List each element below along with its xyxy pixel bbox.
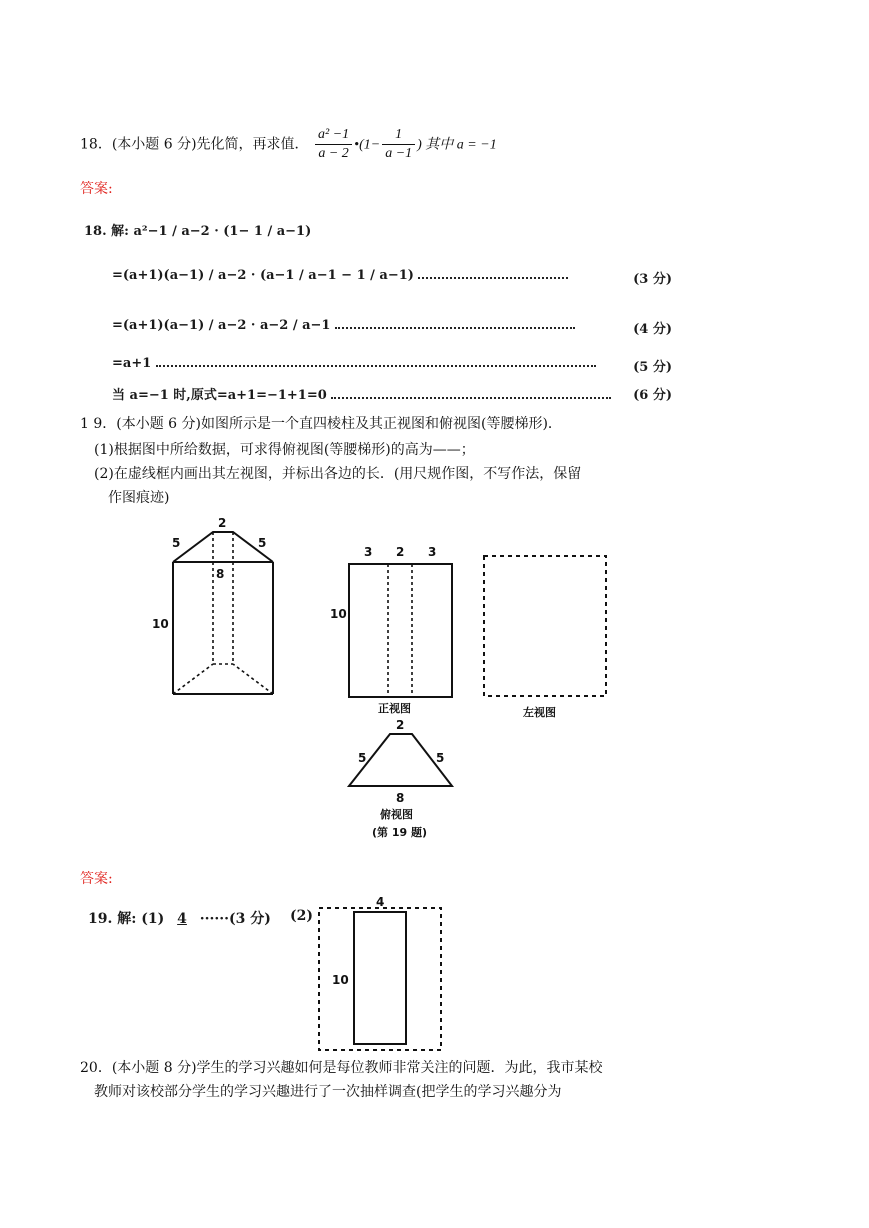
left-view-frame — [484, 556, 606, 696]
q18-frac2-den: a −1 — [385, 146, 413, 161]
prism-height-label: 10 — [152, 617, 169, 631]
front-view-caption: 正视图 — [378, 702, 411, 715]
top-view-right-label: 5 — [436, 751, 445, 765]
sol18-expr5: 当 a=−1 时,原式=a+1=−1+1=0 — [112, 388, 327, 403]
sol19-score: ······(3 分) — [199, 911, 271, 927]
top-view-bottom-label: 8 — [396, 791, 405, 805]
solution-18-image — [80, 212, 680, 412]
q19-line3: (2)在虚线框内画出其左视图，并标出各边的长．(用尺规作图，不写作法，保留 — [94, 466, 582, 482]
sol18-score2: (3 分) — [633, 272, 672, 287]
sol19-part2-label: (2) — [290, 908, 313, 924]
q19-line4: 作图痕迹) — [108, 490, 170, 506]
q19-line1: 1 9．(本小题 6 分)如图所示是一个直四棱柱及其正视图和俯视图(等腰梯形)． — [80, 416, 562, 432]
sol19-part1 — [88, 908, 271, 928]
front-view — [349, 564, 452, 697]
sol18-expr2: =(a+1)(a−1) / a−2 · (a−1 / a−1 − 1 / a−1) — [112, 268, 414, 283]
top-view-left-label: 5 — [358, 751, 367, 765]
q19-line2: (1)根据图中所给数据，可求得俯视图(等腰梯形)的高为——； — [94, 442, 475, 458]
q18-tail: ) 其中 a = −1 — [417, 137, 497, 153]
sol18-line5 — [112, 384, 672, 403]
answer-label-19: 答案: — [80, 871, 113, 887]
q20-line2: 教师对该校部分学生的学习兴趣进行了一次抽样调查(把学生的学习兴趣分为 — [94, 1084, 562, 1100]
q18-mid: •(1− — [354, 137, 381, 153]
q18-frac2-num: 1 — [382, 126, 415, 145]
sol18-label: 18. 解: — [84, 224, 129, 239]
front-height-label: 10 — [330, 607, 347, 621]
sol19-left-view — [310, 890, 450, 1056]
sol18-expr1: a²−1 / a−2 · (1− 1 / a−1) — [133, 224, 312, 239]
sol18-score3: (4 分) — [633, 322, 672, 337]
sol18-dots2 — [418, 277, 568, 279]
top-view-top-label: 2 — [396, 718, 405, 732]
q18-fraction-1 — [315, 126, 352, 163]
sol19-width-label: 4 — [376, 895, 385, 909]
sol18-score4: (5 分) — [633, 360, 672, 375]
sol18-expr4: =a+1 — [112, 356, 152, 371]
prism-right-label: 5 — [258, 536, 267, 550]
sol18-line2 — [112, 268, 672, 287]
q18-statement — [80, 126, 497, 163]
prism-left-label: 5 — [172, 536, 181, 550]
front-label-right: 3 — [428, 545, 437, 559]
prism-mid-label: 8 — [216, 567, 225, 581]
sol19-answer: 4 — [177, 911, 187, 927]
sol18-line3 — [112, 318, 672, 337]
top-view-caption: 俯视图 — [380, 808, 413, 821]
q18-number: 18． — [80, 136, 112, 153]
front-label-left: 3 — [364, 545, 373, 559]
answer-label-18: 答案: — [80, 181, 113, 197]
front-label-mid: 2 — [396, 545, 405, 559]
figure-caption: (第 19 题) — [372, 826, 428, 839]
prism-top-label: 2 — [218, 516, 227, 530]
q18-fraction-2 — [382, 126, 415, 163]
sol18-line4 — [112, 356, 672, 375]
q18-frac1-den: a − 2 — [318, 146, 349, 161]
sol18-expr3: =(a+1)(a−1) / a−2 · a−2 / a−1 — [112, 318, 331, 333]
left-view-caption: 左视图 — [523, 706, 556, 719]
sol19-height-label: 10 — [332, 973, 349, 987]
q18-prefix: (本小题 6 分)先化简，再求值． — [111, 136, 309, 153]
sol19-label: 19. 解: (1) — [88, 911, 165, 927]
sol18-dots3 — [335, 327, 575, 329]
q18-frac1-num: a² −1 — [315, 126, 352, 145]
sol18-dots4 — [156, 365, 596, 367]
figure-19 — [140, 512, 660, 842]
prism-drawing — [173, 532, 273, 694]
sol18-line1 — [84, 220, 311, 239]
sol18-score5: (6 分) — [633, 388, 672, 403]
q20-line1: 20．(本小题 8 分)学生的学习兴趣如何是每位教师非常关注的问题．为此，我市某校 — [80, 1060, 603, 1076]
sol18-dots5 — [331, 397, 611, 399]
